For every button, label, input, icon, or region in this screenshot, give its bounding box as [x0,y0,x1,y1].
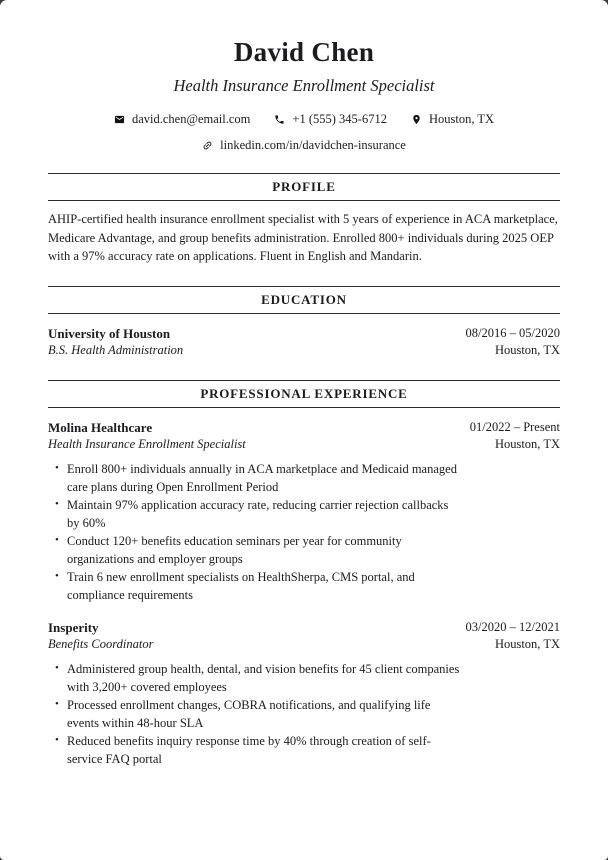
experience-entry-molina [48,419,560,604]
experience-heading: PROFESSIONAL EXPERIENCE [48,380,560,408]
experience-location: Houston, TX [494,437,560,451]
contact-row-linkedin [48,138,560,153]
bullet-text: Enroll 800+ individuals annually in ACA marketplace and Medicaid managed care plans during Open Enrollment Period [67,461,457,494]
experience-bullet-list [48,660,460,768]
profile-summary: AHIP-certified health insurance enrollment specialist with 5 years of experience in ACA marketplace, Medicare Advantage, and group benefits administration. Enrolled 800+ individuals during 2025 OEP with a 97% accuracy rate on applications. Fluent in English and Mandarin. [48,212,558,263]
resume-header [48,36,560,153]
education-entry-head [48,325,560,360]
contact-phone [274,112,387,127]
bullet-text: Train 6 new enrollment specialists on HealthSherpa, CMS portal, and compliance requirements [67,569,415,602]
section-experience [48,380,560,768]
experience-bullet-list [48,460,460,604]
experience-role: Benefits Coordinator [48,637,154,651]
contact-location-text: Houston, TX [428,112,495,126]
contact-location [411,112,494,127]
education-location: Houston, TX [494,343,560,357]
bullet-text: Conduct 120+ benefits education seminars per year for community organizations and employer groups [67,533,402,566]
section-education [48,286,560,360]
link-icon [202,140,213,151]
education-entry-left [48,325,183,360]
contact-phone-text: +1 (555) 345-6712 [292,112,387,126]
bullet-icon: • [55,569,59,582]
education-institution: University of Houston [48,325,171,341]
education-entry-right [466,325,560,360]
experience-bullet [48,460,460,496]
experience-bullet [48,496,460,532]
bullet-text: Processed enrollment changes, COBRA notifications, and qualifying life events within 48-hour SLA [67,697,431,730]
bullet-icon: • [55,661,59,674]
experience-bullet [48,660,460,696]
experience-entry-insperity [48,619,560,768]
bullet-text: Maintain 97% application accuracy rate, reducing carrier rejection callbacks by 60% [67,497,449,530]
experience-bullet [48,568,460,604]
bullet-icon: • [55,697,59,710]
candidate-name: David Chen [233,37,375,67]
contact-linkedin [202,138,406,153]
experience-location: Houston, TX [494,637,560,651]
section-profile [48,173,560,266]
experience-bullet [48,696,460,732]
bullet-text: Administered group health, dental, and vision benefits for 45 client companies with 3,200+ covered employees [67,661,460,694]
experience-role: Health Insurance Enrollment Specialist [48,437,246,451]
bullet-text: Reduced benefits inquiry response time by 40% through creation of self-service FAQ portal [67,733,431,766]
experience-company: Molina Healthcare [48,419,153,435]
experience-bullet [48,532,460,568]
experience-dates: 03/2020 – 12/2021 [465,619,560,634]
experience-entry-left [48,619,153,654]
contact-linkedin-text: linkedin.com/in/davidchen-insurance [220,138,406,152]
contact-row [48,112,560,127]
experience-entry-left [48,419,246,454]
experience-dates: 01/2022 – Present [469,419,560,434]
location-pin-icon [411,114,422,125]
experience-entry-right [470,419,560,454]
experience-entry-head [48,619,560,654]
candidate-title: Health Insurance Enrollment Specialist [173,76,435,95]
bullet-icon: • [55,733,59,746]
education-dates: 08/2016 – 05/2020 [465,325,560,340]
bullet-icon: • [55,461,59,474]
bullet-icon: • [55,497,59,510]
experience-bullet [48,732,460,768]
bullet-icon: • [55,533,59,546]
education-heading: EDUCATION [48,286,560,314]
experience-entry-right [466,619,560,654]
experience-entry-head [48,419,560,454]
phone-icon [274,114,285,125]
experience-company: Insperity [48,619,99,635]
email-icon [114,114,125,125]
profile-heading: PROFILE [48,173,560,201]
contact-email [114,112,250,127]
education-entry [48,325,560,360]
contact-email-text: david.chen@email.com [131,112,251,126]
education-degree: B.S. Health Administration [48,343,184,357]
